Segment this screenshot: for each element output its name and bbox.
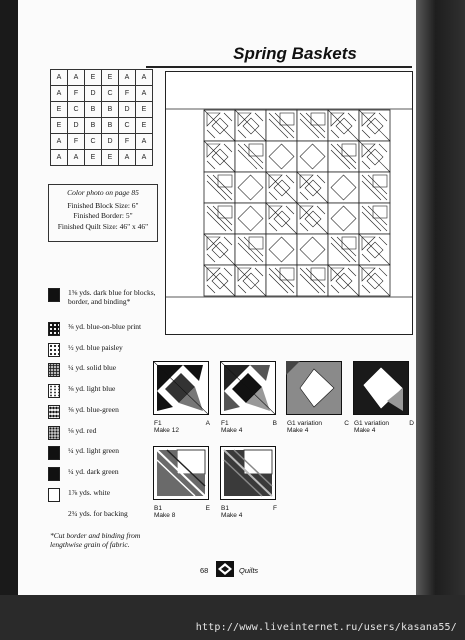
section-name: Quilts <box>239 566 259 575</box>
quilt-block-icon <box>216 561 234 577</box>
layout-grid-cell: A <box>136 150 153 166</box>
block-b-caption <box>221 420 277 434</box>
block-e-caption <box>154 505 210 519</box>
quilt-cell-E <box>266 265 297 296</box>
layout-grid-cell: A <box>136 86 153 102</box>
layout-grid-cell: E <box>85 70 102 86</box>
layout-grid-cell: A <box>51 70 68 86</box>
layout-grid-row <box>51 150 153 166</box>
layout-grid-cell: A <box>51 134 68 150</box>
fabric-swatch <box>48 488 60 502</box>
fabric-label: ½ yd. blue paisley <box>68 343 123 352</box>
fabric-swatch <box>48 467 60 481</box>
fabric-swatch <box>48 343 60 357</box>
layout-grid-cell: A <box>51 150 68 166</box>
layout-grid-cell: E <box>102 70 119 86</box>
block-c-letter: C <box>344 420 349 427</box>
block-d-make: Make 4 <box>354 427 376 434</box>
layout-grid-cell: E <box>136 118 153 134</box>
quilt-cell-B <box>266 172 297 203</box>
quilt-cell-D <box>328 172 359 203</box>
block-a-caption <box>154 420 210 434</box>
quilt-cell-A <box>359 141 390 172</box>
block-a-letter: A <box>205 420 210 427</box>
layout-grid-cell: E <box>51 118 68 134</box>
quilt-cell-A <box>204 265 235 296</box>
block-f-caption <box>221 505 277 519</box>
quilt-cell-E <box>204 203 235 234</box>
layout-grid-cell: E <box>136 102 153 118</box>
block-a-make: Make 12 <box>154 427 179 434</box>
quilt-cell-F <box>235 141 266 172</box>
block-f-diagram <box>220 446 276 500</box>
fabric-label: ¼ yd. light green <box>68 446 120 455</box>
quilt-cell-A <box>359 234 390 265</box>
scan-bottom-margin <box>0 595 465 640</box>
layout-grid-cell: A <box>136 70 153 86</box>
layout-grid-cell: B <box>102 118 119 134</box>
quilt-cell-F <box>235 234 266 265</box>
fabric-swatch <box>48 288 60 302</box>
fabric-label: ⅜ yd. blue-on-blue print <box>68 322 142 331</box>
page-edge-shadow <box>416 0 465 595</box>
layout-grid-cell: D <box>102 134 119 150</box>
fabric-label: 1⅝ yds. dark blue for blocks, border, and binding* <box>68 288 156 306</box>
quilt-cell-D <box>235 203 266 234</box>
layout-grid-cell: F <box>68 86 85 102</box>
quilt-cell-A <box>235 110 266 141</box>
quilt-cell-E <box>204 172 235 203</box>
quilt-size: Finished Quilt Size: 46" x 46" <box>57 221 149 231</box>
quilt-cell-A <box>204 141 235 172</box>
block-size: Finished Block Size: 6" <box>67 200 139 210</box>
fabric-swatch <box>48 322 60 336</box>
layout-grid-row <box>51 134 153 150</box>
layout-grid-cell: D <box>68 118 85 134</box>
block-f-make: Make 4 <box>221 512 243 519</box>
layout-grid-cell: F <box>119 134 136 150</box>
watermark-url: http://www.liveinternet.ru/users/kasana55/ <box>195 622 457 633</box>
layout-grid-cell: D <box>119 102 136 118</box>
layout-grid-cell: B <box>85 102 102 118</box>
quilt-cell-F <box>328 141 359 172</box>
fabric-swatch <box>48 426 60 440</box>
quilt-cell-A <box>204 234 235 265</box>
block-d-name: G1 variation <box>354 420 390 427</box>
size-info-box <box>48 184 158 242</box>
layout-grid-cell: A <box>68 150 85 166</box>
fabric-label: 1⅞ yds. white <box>68 488 111 497</box>
page-number: 68 <box>200 566 209 575</box>
fabric-label: ⅛ yd. red <box>68 426 97 435</box>
layout-grid-row <box>51 86 153 102</box>
quilt-cell-B <box>297 203 328 234</box>
quilt-cell-A <box>235 265 266 296</box>
block-c-caption <box>287 420 349 434</box>
layout-grid-cell: D <box>85 86 102 102</box>
layout-grid-cell: B <box>102 102 119 118</box>
block-a-diagram <box>153 361 209 415</box>
quilt-cell-C <box>328 203 359 234</box>
block-c-name: G1 variation <box>287 420 323 427</box>
fabric-swatch <box>48 446 60 460</box>
quilt-cell-D <box>297 234 328 265</box>
layout-grid-cell: E <box>51 102 68 118</box>
fabric-label: ¼ yd. solid blue <box>68 363 117 372</box>
block-c-make: Make 4 <box>287 427 309 434</box>
quilt-cell-E <box>359 172 390 203</box>
layout-grid-cell: C <box>102 86 119 102</box>
block-c-diagram <box>286 361 342 415</box>
quilt-cell-F <box>328 234 359 265</box>
title-rule <box>146 66 412 68</box>
block-d-diagram <box>353 361 409 415</box>
fabric-label: ⅜ yd. light blue <box>68 384 116 393</box>
fabric-swatch <box>48 509 58 521</box>
quilt-cell-A <box>328 265 359 296</box>
block-b-diagram <box>220 361 276 415</box>
layout-grid-cell: B <box>85 118 102 134</box>
quilt-cell-A <box>204 110 235 141</box>
block-b-letter: B <box>272 420 277 427</box>
layout-grid-row <box>51 70 153 86</box>
quilt-cell-C <box>235 172 266 203</box>
layout-grid-cell: A <box>51 86 68 102</box>
quilt-cell-E <box>297 110 328 141</box>
quilt-diagram <box>165 71 413 335</box>
layout-grid-cell: A <box>136 134 153 150</box>
fabric-label: ¼ yd. dark green <box>68 467 119 476</box>
layout-grid-cell: E <box>102 150 119 166</box>
block-f-name: B1 <box>221 505 229 512</box>
quilt-cell-C <box>297 141 328 172</box>
layout-grid-cell: F <box>68 134 85 150</box>
quilt-cell-B <box>297 172 328 203</box>
block-d-letter: D <box>409 420 414 427</box>
layout-grid-cell: A <box>68 70 85 86</box>
block-b-name: F1 <box>221 420 229 427</box>
layout-grid-row <box>51 102 153 118</box>
block-b-make: Make 4 <box>221 427 243 434</box>
layout-grid-cell: A <box>119 150 136 166</box>
block-f-letter: F <box>273 505 277 512</box>
border-size: Finished Border: 5" <box>73 211 133 220</box>
layout-grid-row <box>51 118 153 134</box>
book-page <box>18 0 416 595</box>
layout-grid-cell: F <box>119 86 136 102</box>
quilt-cell-D <box>266 141 297 172</box>
quilt-cell-C <box>266 234 297 265</box>
block-e-letter: E <box>205 505 210 512</box>
fabric-label: 2¾ yds. for backing <box>68 509 128 518</box>
quilt-cell-E <box>266 110 297 141</box>
page-title: Spring Baskets <box>233 44 357 63</box>
fabric-swatch <box>48 363 60 377</box>
block-a-name: F1 <box>154 420 162 427</box>
block-e-make: Make 8 <box>154 512 176 519</box>
quilt-cell-A <box>359 110 390 141</box>
color-photo-ref: Color photo on page 85 <box>67 188 139 197</box>
fabric-label: ⅜ yd. blue-green <box>68 405 119 414</box>
quilt-cell-A <box>359 265 390 296</box>
quilt-cell-E <box>297 265 328 296</box>
layout-grid-cell: C <box>85 134 102 150</box>
cutting-note: *Cut border and binding from lengthwise grain of fabric. <box>50 531 141 549</box>
quilt-cell-A <box>328 110 359 141</box>
quilt-cell-E <box>359 203 390 234</box>
block-e-diagram <box>153 446 209 500</box>
layout-grid-cell: C <box>68 102 85 118</box>
quilt-cell-B <box>266 203 297 234</box>
block-d-caption <box>354 420 414 434</box>
layout-grid-cell: A <box>119 70 136 86</box>
layout-grid <box>50 69 153 166</box>
layout-grid-cell: C <box>119 118 136 134</box>
fabric-swatch <box>48 384 60 398</box>
fabric-swatch <box>48 405 60 419</box>
layout-grid-cell: E <box>85 150 102 166</box>
block-e-name: B1 <box>154 505 162 512</box>
